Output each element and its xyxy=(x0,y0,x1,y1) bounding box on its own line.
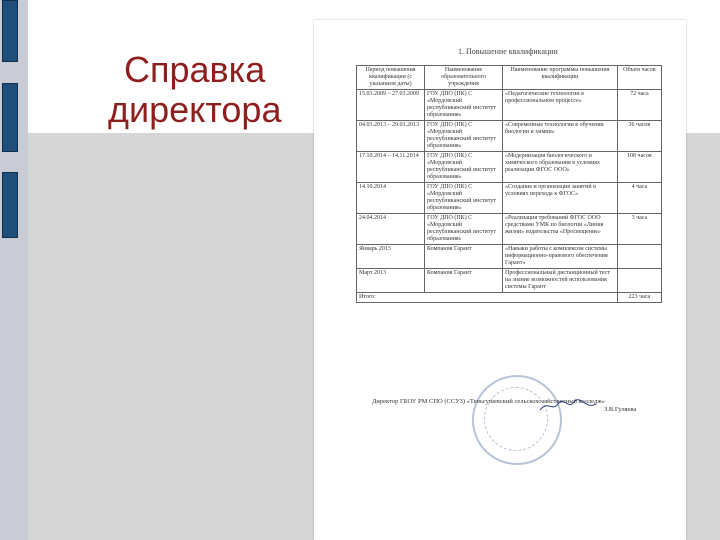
table-cell: 04.03.2013 – 29.03.2013 xyxy=(357,121,425,152)
total-value: 223 часа xyxy=(617,293,661,303)
table-cell xyxy=(617,269,661,293)
table-row xyxy=(357,214,662,245)
handwritten-signature xyxy=(538,398,598,414)
table-cell: Январь 2013 xyxy=(357,245,425,269)
decor-bar xyxy=(2,83,18,152)
training-table xyxy=(356,65,662,303)
slide-title xyxy=(108,50,308,130)
slide-title-line2: директора xyxy=(108,89,282,130)
table-cell: 4 часа xyxy=(617,183,661,214)
table-row xyxy=(357,183,662,214)
table-cell: «Современные технологии в обучении биологии и химии» xyxy=(502,121,617,152)
table-cell: 14.10.2014 xyxy=(357,183,425,214)
table-cell: ГОУ ДПО (ПК) С «Мордовский республиканский институт образования» xyxy=(425,152,503,183)
document-heading: 1. Повышение квалификации xyxy=(458,47,558,56)
decor-bar xyxy=(2,172,18,238)
table-cell: 15.03.2009 – 27.03.2009 xyxy=(357,90,425,121)
table-cell: Профессиональный дистанционный тест на знание возможностей использования системы Гарант xyxy=(502,269,617,293)
table-cell: «Навыки работы с комплексом системы информационно-правового обеспечения Гарант» xyxy=(502,245,617,269)
table-row xyxy=(357,90,662,121)
table-cell xyxy=(617,245,661,269)
table-cell: Компания Гарант xyxy=(425,269,503,293)
table-cell: 17.10.2014 – 14.11.2014 xyxy=(357,152,425,183)
table-row xyxy=(357,245,662,269)
table-cell: «Создание и организация занятий в условиях перехода к ФГОС» xyxy=(502,183,617,214)
column-header: Наименование образовательного учреждения xyxy=(425,66,503,90)
table-cell: 72 часа xyxy=(617,90,661,121)
table-row xyxy=(357,269,662,293)
table-row xyxy=(357,152,662,183)
column-header: Наименование программы повышения квалификации xyxy=(502,66,617,90)
table-cell: ГОУ ДПО (ПК) С «Мордовский республиканский институт образования» xyxy=(425,183,503,214)
table-cell: ГОУ ДПО (ПК) С «Мордовский республиканский институт образования» xyxy=(425,214,503,245)
table-cell: ГОУ ДПО (ПК) С «Мордовский республиканский институт образования» xyxy=(425,121,503,152)
left-decoration-strip xyxy=(0,0,28,540)
total-label: Итого: xyxy=(357,293,618,303)
table-row xyxy=(357,121,662,152)
table-header-row xyxy=(357,66,662,90)
document-scan xyxy=(314,20,686,540)
table-cell: 36 часов xyxy=(617,121,661,152)
slide-title-line1: Справка xyxy=(124,49,266,90)
table-cell: Компания Гарант xyxy=(425,245,503,269)
table-cell: 108 часов xyxy=(617,152,661,183)
table-cell: Март 2013 xyxy=(357,269,425,293)
table-cell: ГОУ ДПО (ПК) С «Мордовский республиканский институт образования» xyxy=(425,90,503,121)
signature-text: Директор ГБОУ РМ СПО (ССУЗ) «Теньгушевский сельскохозяйственный колледж» xyxy=(372,398,605,405)
table-cell: 3 часа xyxy=(617,214,661,245)
signature-name: З.В.Гуляева xyxy=(604,406,637,413)
column-header: Объем часов xyxy=(617,66,661,90)
table-total-row xyxy=(357,293,662,303)
seal-stamp xyxy=(472,375,562,465)
column-header: Период повышения квалификации (с указанием даты) xyxy=(357,66,425,90)
table-cell: «Модернизация биологического и химического образования в условиях реализации ФГОС ООО» xyxy=(502,152,617,183)
table-cell: «Реализация требований ФГОС ООО средствами УМК по биологии «Линия жизни» издательства «Просвещение» xyxy=(502,214,617,245)
decor-bar xyxy=(2,0,18,62)
table-cell: «Педагогические технологии в профессиональном процессе» xyxy=(502,90,617,121)
table-cell: 24.04.2014 xyxy=(357,214,425,245)
